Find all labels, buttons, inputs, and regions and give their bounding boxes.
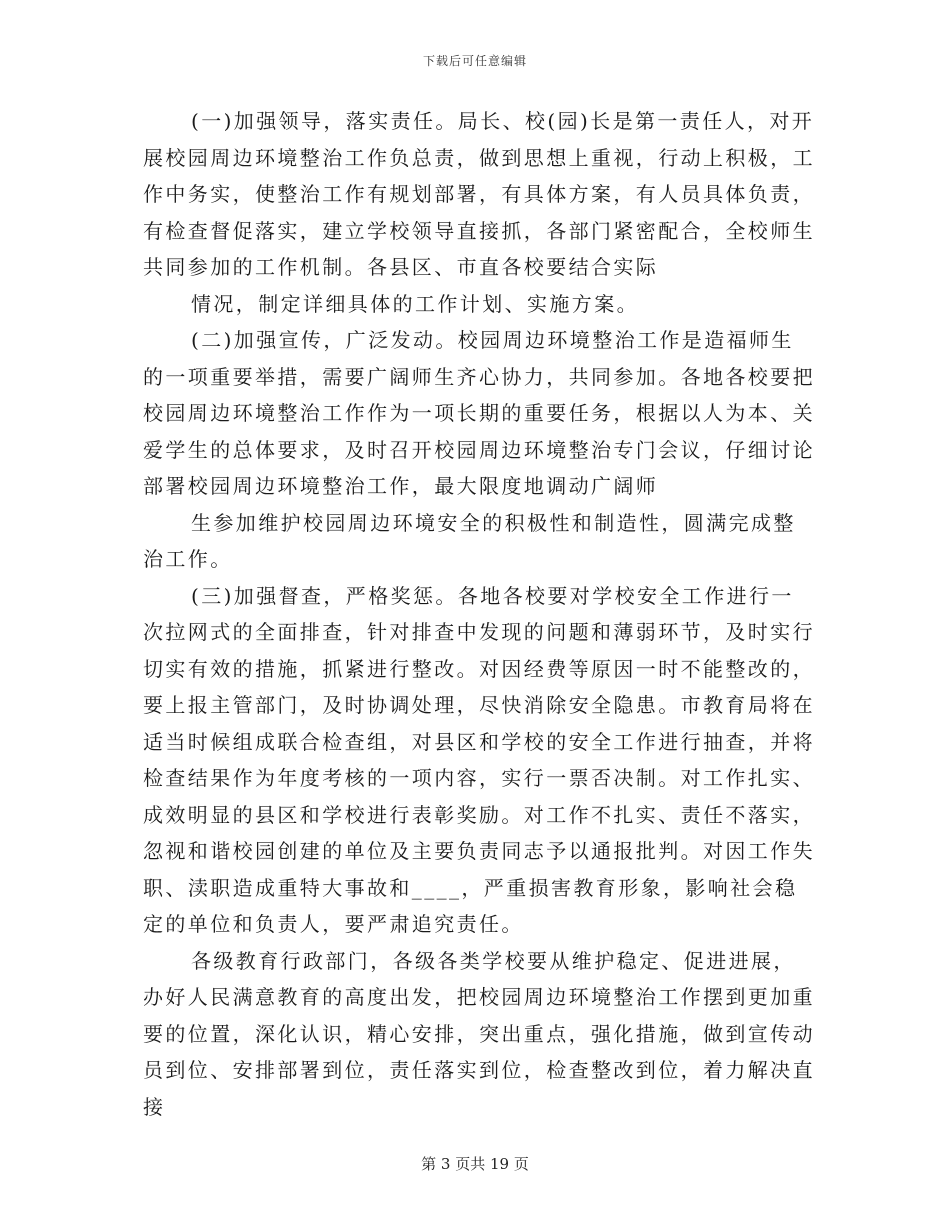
document-body (143, 103, 815, 1125)
page-header: 下载后可任意编辑 (422, 54, 527, 68)
paragraph-supervision: (三)加强督查，严格奖惩。各地各校要对学校安全工作进行一次拉网式的全面排查，针对排查中发现的问题和薄弱环节，及时实行切实有效的措施，抓紧进行整改。对因经费等原因一时不能整改的，要上报主管部门，及时协调处理，尽快消除安全隐患。市教育局将在适当时候组成联合检查组，对县区和学校的安全工作进行抽查，并将检查结果作为年度考核的一项内容，实行一票否决制。对工作扎实、成效明显的县区和学校进行表彰奖励。对工作不扎实、责任不落实，忽视和谐校园创建的单位及主要负责同志予以通报批判。对因工作失职、渎职造成重特大事故和____，严重损害教育形象，影响社会稳定的单位和负责人，要严肃追究责任。 (143, 583, 815, 936)
paragraph-leadership-continued: 情况，制定详细具体的工作计划、实施方案。 (191, 291, 639, 316)
paragraph-publicity: (二)加强宣传，广泛发动。校园周边环境整治工作是造福师生的一项重要举措，需要广阔师生齐心协力，共同参加。各地各校要把校园周边环境整治工作作为一项长期的重要任务，根据以人为本、关爱学生的总体要求，及时召开校园周边环境整治专门会议，仔细讨论部署校园周边环境整治工作，最大限度地调动广阔师 (143, 328, 815, 498)
paragraph-publicity-continued: 生参加维护校园周边环境安全的积极性和制造性，圆满完成整治工作。 (143, 510, 796, 571)
paragraph-leadership: (一)加强领导，落实责任。局长、校(园)长是第一责任人，对开展校园周边环境整治工作负总责，做到思想上重视，行动上积极，工作中务实，使整治工作有规划部署，有具体方案，有人员具体负责，有检查督促落实，建立学校领导直接抓，各部门紧密配合，全校师生共同参加的工作机制。各县区、市直各校要结合实际 (143, 109, 815, 279)
page-number: 第 3 页共 19 页 (421, 1155, 529, 1173)
paragraph-summary: 各级教育行政部门，各级各类学校要从维护稳定、促进进展，办好人民满意教育的高度出发，把校园周边环境整治工作摆到更加重要的位置，深化认识，精心安排，突出重点，强化措施，做到宣传动员到位、安排部署到位，责任落实到位，检查整改到位，着力解决直接 (143, 948, 815, 1119)
